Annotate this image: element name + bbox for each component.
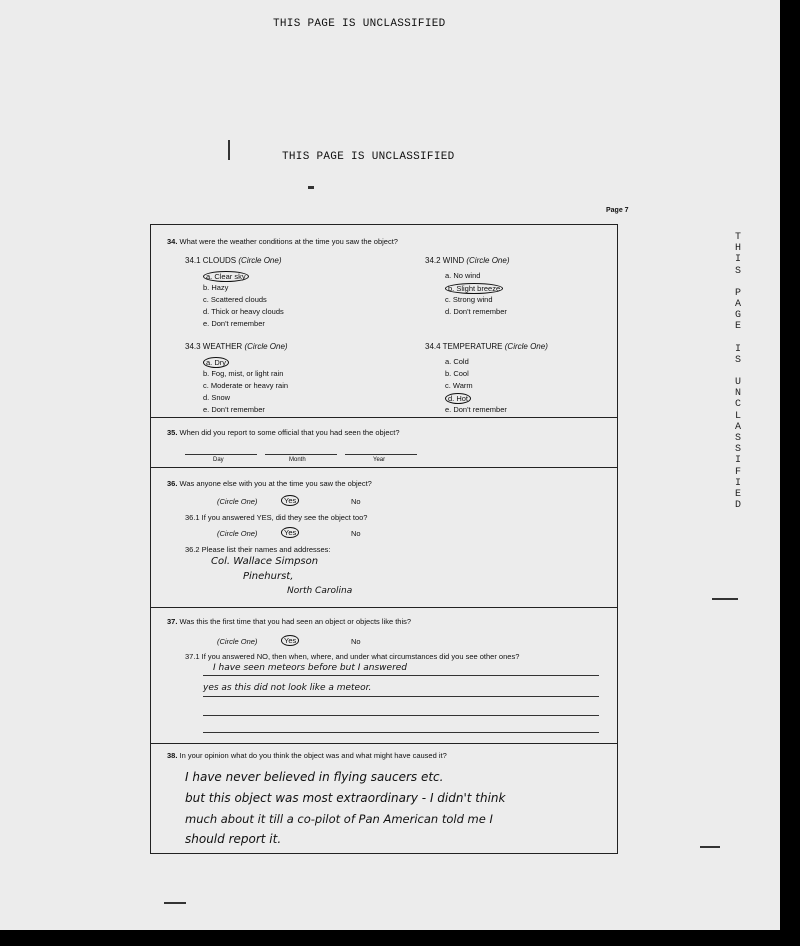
temperature-option-a[interactable]: a. Cold (445, 357, 469, 366)
page-number: Page 7 (606, 207, 629, 214)
year-field[interactable] (345, 454, 417, 455)
question-34: 34. What were the weather conditions at the time you saw the object? (167, 237, 398, 246)
answer-line[interactable] (203, 675, 599, 676)
clouds-option-e[interactable]: e. Don't remember (203, 319, 265, 328)
divider (151, 607, 617, 608)
scan-mark (228, 140, 230, 160)
wind-option-d[interactable]: d. Don't remember (445, 307, 507, 316)
q36-no[interactable]: No (351, 497, 361, 506)
weather-option-e[interactable]: e. Don't remember (203, 405, 265, 414)
temperature-heading: 34.4 TEMPERATURE (Circle One) (425, 342, 548, 351)
answer-line[interactable] (203, 732, 599, 733)
scan-mark (700, 846, 720, 848)
wind-option-a[interactable]: a. No wind (445, 271, 481, 280)
temperature-option-e[interactable]: e. Don't remember (445, 405, 507, 414)
clouds-option-a[interactable]: a. Clear sky (203, 271, 249, 282)
classification-banner-mid: THIS PAGE IS UNCLASSIFIED (282, 151, 455, 163)
clouds-option-d[interactable]: d. Thick or heavy clouds (203, 307, 284, 316)
question-37-1: 37.1 If you answered NO, then when, where, and under what circumstances did you see other ones? (185, 652, 520, 661)
clouds-option-c[interactable]: c. Scattered clouds (203, 295, 267, 304)
classification-banner-top: THIS PAGE IS UNCLASSIFIED (273, 18, 446, 30)
question-36-2: 36.2 Please list their names and addresses: (185, 545, 331, 554)
q36-1-circle-hint: (Circle One) (217, 529, 258, 538)
clouds-heading: 34.1 CLOUDS (Circle One) (185, 256, 282, 265)
wind-heading: 34.2 WIND (Circle One) (425, 256, 510, 265)
handwritten-opinion-line-2: but this object was most extraordinary - I didn't think (185, 791, 506, 805)
scan-mark (164, 902, 186, 904)
weather-option-a[interactable]: a. Dry (203, 357, 229, 368)
handwritten-opinion-line-3: much about it till a co-pilot of Pan American told me I (185, 812, 493, 826)
wind-option-b[interactable]: b. Slight breeze (445, 283, 503, 294)
handwritten-city: Pinehurst, (243, 571, 294, 582)
q37-no[interactable]: No (351, 637, 361, 646)
day-label: Day (213, 457, 224, 463)
q36-yes[interactable]: Yes (281, 495, 299, 506)
scan-mark (308, 186, 314, 189)
temperature-option-d[interactable]: d. Hot (445, 393, 471, 404)
weather-option-b[interactable]: b. Fog, mist, or light rain (203, 369, 284, 378)
question-37: 37. Was this the first time that you had seen an object or objects like this? (167, 617, 412, 626)
answer-line[interactable] (203, 715, 599, 716)
month-field[interactable] (265, 454, 337, 455)
question-38: 38. In your opinion what do you think the object was and what might have caused it? (167, 751, 447, 760)
q36-1-no[interactable]: No (351, 529, 361, 538)
day-field[interactable] (185, 454, 257, 455)
handwritten-opinion-line-4: should report it. (185, 832, 282, 846)
question-36: 36. Was anyone else with you at the time you saw the object? (167, 479, 372, 488)
divider (151, 743, 617, 744)
q36-1-yes[interactable]: Yes (281, 527, 299, 538)
q37-circle-hint: (Circle One) (217, 637, 258, 646)
month-label: Month (289, 457, 306, 463)
clouds-option-b[interactable]: b. Hazy (203, 283, 229, 292)
scan-mark (712, 598, 738, 600)
temperature-option-c[interactable]: c. Warm (445, 381, 473, 390)
q36-circle-hint: (Circle One) (217, 497, 258, 506)
answer-line[interactable] (203, 696, 599, 697)
handwritten-answer-line-2: yes as this did not look like a meteor. (203, 683, 372, 693)
divider (151, 417, 617, 418)
temperature-option-b[interactable]: b. Cool (445, 369, 469, 378)
divider (151, 467, 617, 468)
q37-yes[interactable]: Yes (281, 635, 299, 646)
weather-option-c[interactable]: c. Moderate or heavy rain (203, 381, 289, 390)
question-36-1: 36.1 If you answered YES, did they see the object too? (185, 513, 368, 522)
weather-heading: 34.3 WEATHER (Circle One) (185, 342, 288, 351)
handwritten-state: North Carolina (287, 586, 353, 596)
question-35: 35. When did you report to some official that you had seen the object? (167, 428, 400, 437)
questionnaire-form (150, 224, 618, 854)
handwritten-answer-line-1: I have seen meteors before but I answered (213, 663, 408, 673)
side-classification-banner: T H I S P A G E I S U N C L A S S I F I E D (734, 232, 741, 512)
weather-option-d[interactable]: d. Snow (203, 393, 231, 402)
wind-option-c[interactable]: c. Strong wind (445, 295, 493, 304)
handwritten-name: Col. Wallace Simpson (211, 556, 319, 567)
year-label: Year (373, 457, 386, 463)
handwritten-opinion-line-1: I have never believed in flying saucers etc. (185, 770, 444, 784)
